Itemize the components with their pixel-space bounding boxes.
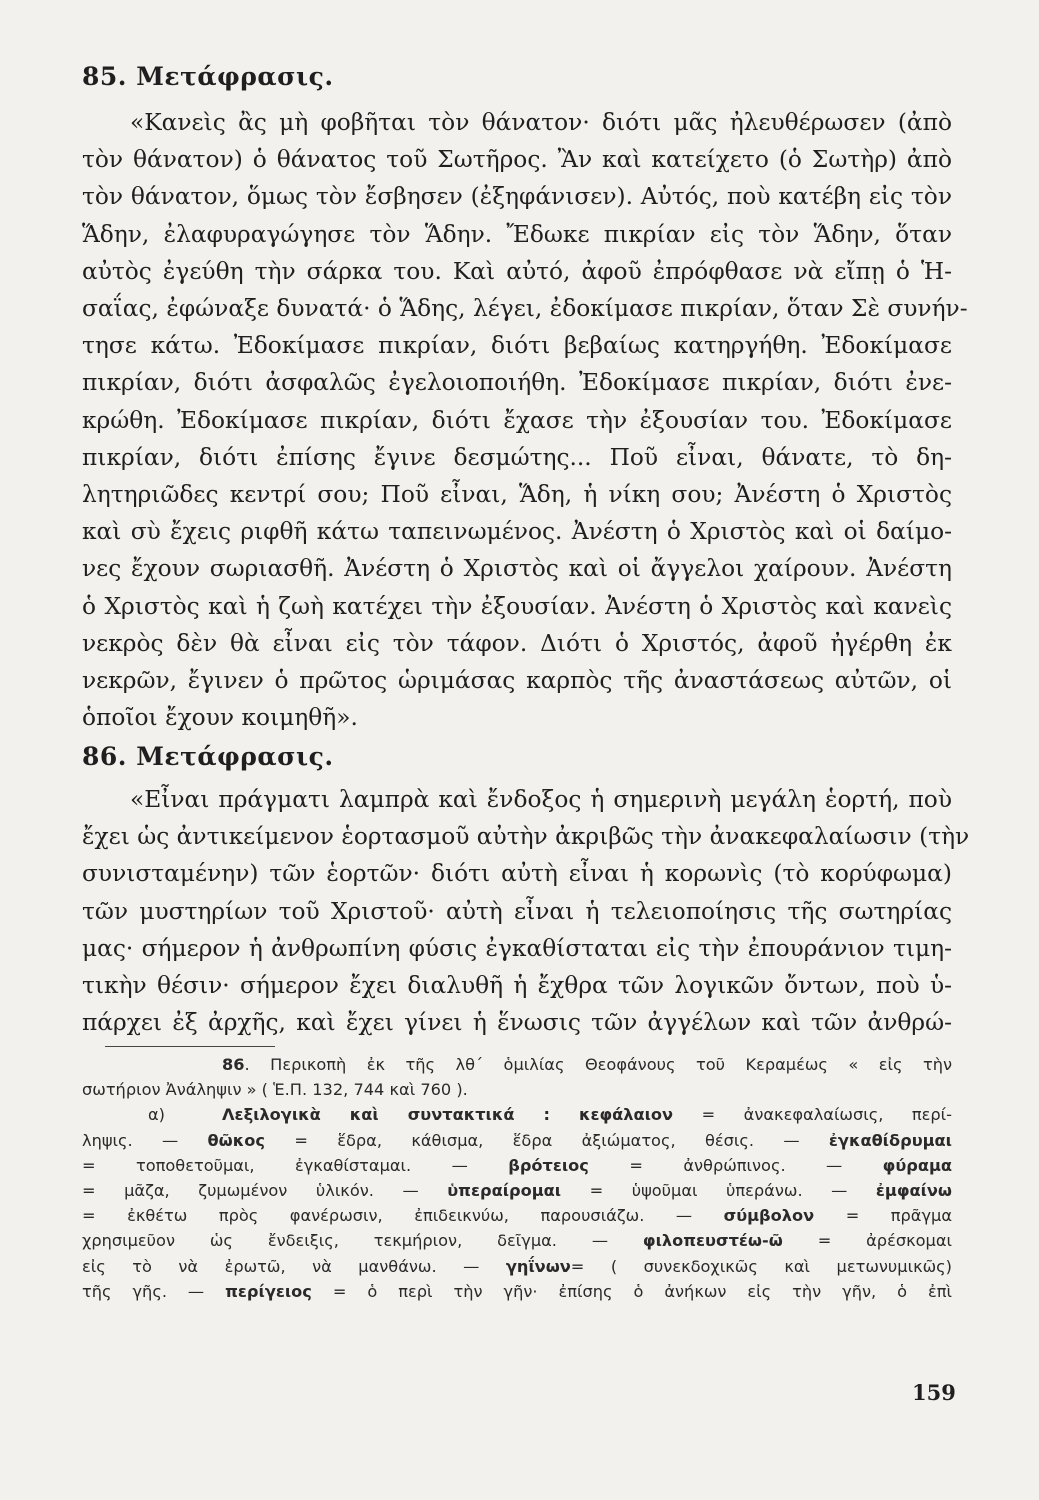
section-85-heading: 85. Μετάφρασις.: [82, 62, 334, 91]
footnote-separator: [105, 1046, 275, 1047]
text-line: ὁποῖοι ἔχουν κοιμηθῆ».: [82, 704, 358, 732]
text-line: λητηριῶδες κεντρί σου; Ποῦ εἶναι, Ἅδη, ἡ νίκη σου; Ἀνέστη ὁ Χριστὸς: [82, 481, 952, 509]
footnote-number: 86: [222, 1055, 245, 1074]
text-line: τὸν θάνατον, ὅμως τὸν ἔσβησεν (ἐξηφάνισεν). Αὐτός, ποὺ κατέβη εἰς τὸν: [82, 183, 952, 211]
text-line: καὶ σὺ ἔχεις ριφθῆ κάτω ταπεινωμένος. Ἀνέστη ὁ Χριστὸς καὶ οἱ δαίμο-: [82, 518, 952, 546]
text-line: πικρίαν, διότι ἐπίσης ἔγινε δεσμώτης... Ποῦ εἶναι, θάνατε, τὸ δη-: [82, 443, 952, 471]
text-line: αὐτὸς ἐγεύθη τὴν σάρκα του. Καὶ αὐτό, ἀφοῦ ἐπρόφθασε νὰ εἴπῃ ὁ Ἡ-: [82, 257, 952, 285]
footnote-line: = μᾶζα, ζυμωμένον ὑλικόν. — ὑπεραίρομαι = ὑψοῦμαι ὑπεράνω. — ἐμφαίνω: [82, 1181, 952, 1201]
footnote-line: 86. Περικοπὴ ἐκ τῆς λθ΄ ὁμιλίας Θεοφάνους τοῦ Κεραμέως « εἰς τὴν: [222, 1055, 952, 1074]
text-line: νεκρῶν, ἔγινεν ὁ πρῶτος ὡριμάσας καρπὸς τῆς ἀναστάσεως αὐτῶν, οἱ: [82, 667, 952, 695]
footnote-line: εἰς τὸ νὰ ἐρωτῶ, νὰ μανθάνω. — γηΐνων= ( συνεκδοχικῶς καὶ μετωνυμικῶς): [82, 1256, 952, 1276]
text-line: «Κανεὶς ἂς μὴ φοβῆται τὸν θάνατον· διότι μᾶς ἠλευθέρωσεν (ἀπὸ: [130, 109, 952, 136]
text-line: τησε κάτω. Ἐδοκίμασε πικρίαν, διότι βεβαίως κατηργήθη. Ἐδοκίμασε: [82, 332, 952, 360]
text-line: πικρίαν, διότι ἀσφαλῶς ἐγελοιοποιήθη. Ἐδοκίμασε πικρίαν, διότι ἐνε-: [82, 369, 952, 397]
section-85-paragraph: [82, 104, 968, 736]
footnote-line: = τοποθετοῦμαι, ἐγκαθίσταμαι. — βρότειος = ἀνθρώπινος. — φύραμα: [82, 1155, 952, 1175]
text-line: νες ἔχουν σωριασθῆ. Ἀνέστη ὁ Χριστὸς καὶ οἱ ἄγγελοι χαίρουν. Ἀνέστη: [82, 555, 952, 583]
section-86-heading: 86. Μετάφρασις.: [82, 742, 334, 771]
text-line: ὁ Χριστὸς καὶ ἡ ζωὴ κατέχει τὴν ἐξουσίαν. Ἀνέστη ὁ Χριστὸς καὶ κανεὶς: [82, 592, 952, 620]
text-line: κρώθη. Ἐδοκίμασε πικρίαν, διότι ἔχασε τὴν ἐξουσίαν του. Ἐδοκίμασε: [82, 406, 952, 434]
text-line: πάρχει ἐξ ἀρχῆς, καὶ ἔχει γίνει ἡ ἕνωσις τῶν ἀγγέλων καὶ τῶν ἀνθρώ-: [82, 1009, 952, 1037]
footnote-line: σωτήριον Ἀνάληψιν » ( Ἑ.Π. 132, 744 καὶ 760 ).: [82, 1080, 468, 1100]
text-line: τὸν θάνατον) ὁ θάνατος τοῦ Σωτῆρος. Ἂν καὶ κατείχετο (ὁ Σωτὴρ) ἀπὸ: [82, 146, 952, 174]
text-line: «Εἶναι πράγματι λαμπρὰ καὶ ἔνδοξος ἡ σημερινὴ μεγάλη ἑορτή, ποὺ: [130, 786, 952, 813]
text-line: Ἅδην, ἐλαφυραγώγησε τὸν Ἅδην. Ἔδωκε πικρίαν εἰς τὸν Ἅδην, ὅταν: [82, 220, 952, 248]
footnote-line: α) Λεξιλογικὰ καὶ συντακτικά : κεφάλαιον = ἀνακεφαλαίωσις, περί-: [148, 1105, 952, 1125]
text-line: σαΐας, ἐφώναξε δυνατά· ὁ Ἅδης, λέγει, ἐδοκίμασε πικρίαν, ὅταν Σὲ συνήν-: [82, 295, 968, 323]
footnote-line: ληψις. — θῶκος = ἕδρα, κάθισμα, ἕδρα ἀξιώματος, θέσις. — ἐγκαθίδρυμαι: [82, 1130, 952, 1150]
text-line: τικὴν θέσιν· σήμερον ἔχει διαλυθῆ ἡ ἔχθρα τῶν λογικῶν ὄντων, ποὺ ὑ-: [82, 972, 952, 1000]
text-line: μας· σήμερον ἡ ἀνθρωπίνη φύσις ἐγκαθίσταται εἰς τὴν ἐπουράνιον τιμη-: [82, 934, 952, 962]
text-line: νεκρὸς δὲν θὰ εἶναι εἰς τὸν τάφον. Διότι ὁ Χριστός, ἀφοῦ ἠγέρθη ἐκ: [82, 629, 952, 657]
text-line: συνισταμένην) τῶν ἑορτῶν· διότι αὐτὴ εἶναι ἡ κορωνὶς (τὸ κορύφωμα): [82, 860, 952, 888]
text-line: ἔχει ὡς ἀντικείμενον ἑορτασμοῦ αὐτὴν ἀκριβῶς τὴν ἀνακεφαλαίωσιν (τὴν: [82, 823, 970, 851]
page-number: 159: [912, 1380, 956, 1405]
footnote-line: = ἐκθέτω πρὸς φανέρωσιν, ἐπιδεικνύω, παρουσιάζω. — σύμβολον = πρᾶγμα: [82, 1206, 953, 1226]
footnote-line: τῆς γῆς. — περίγειος = ὁ περὶ τὴν γῆν· ἐπίσης ὁ ἀνήκων εἰς τὴν γῆν, ὁ ἐπὶ: [82, 1281, 952, 1301]
footnote-line: χρησιμεῦον ὡς ἔνδειξις, τεκμήριον, δεῖγμα. — φιλοπευστέω-ῶ = ἀρέσκομαι: [82, 1231, 952, 1251]
footnotes: [82, 1052, 952, 1304]
section-86-paragraph: [82, 781, 970, 1041]
text-line: τῶν μυστηρίων τοῦ Χριστοῦ· αὐτὴ εἶναι ἡ τελειοποίησις τῆς σωτηρίας: [82, 897, 952, 925]
